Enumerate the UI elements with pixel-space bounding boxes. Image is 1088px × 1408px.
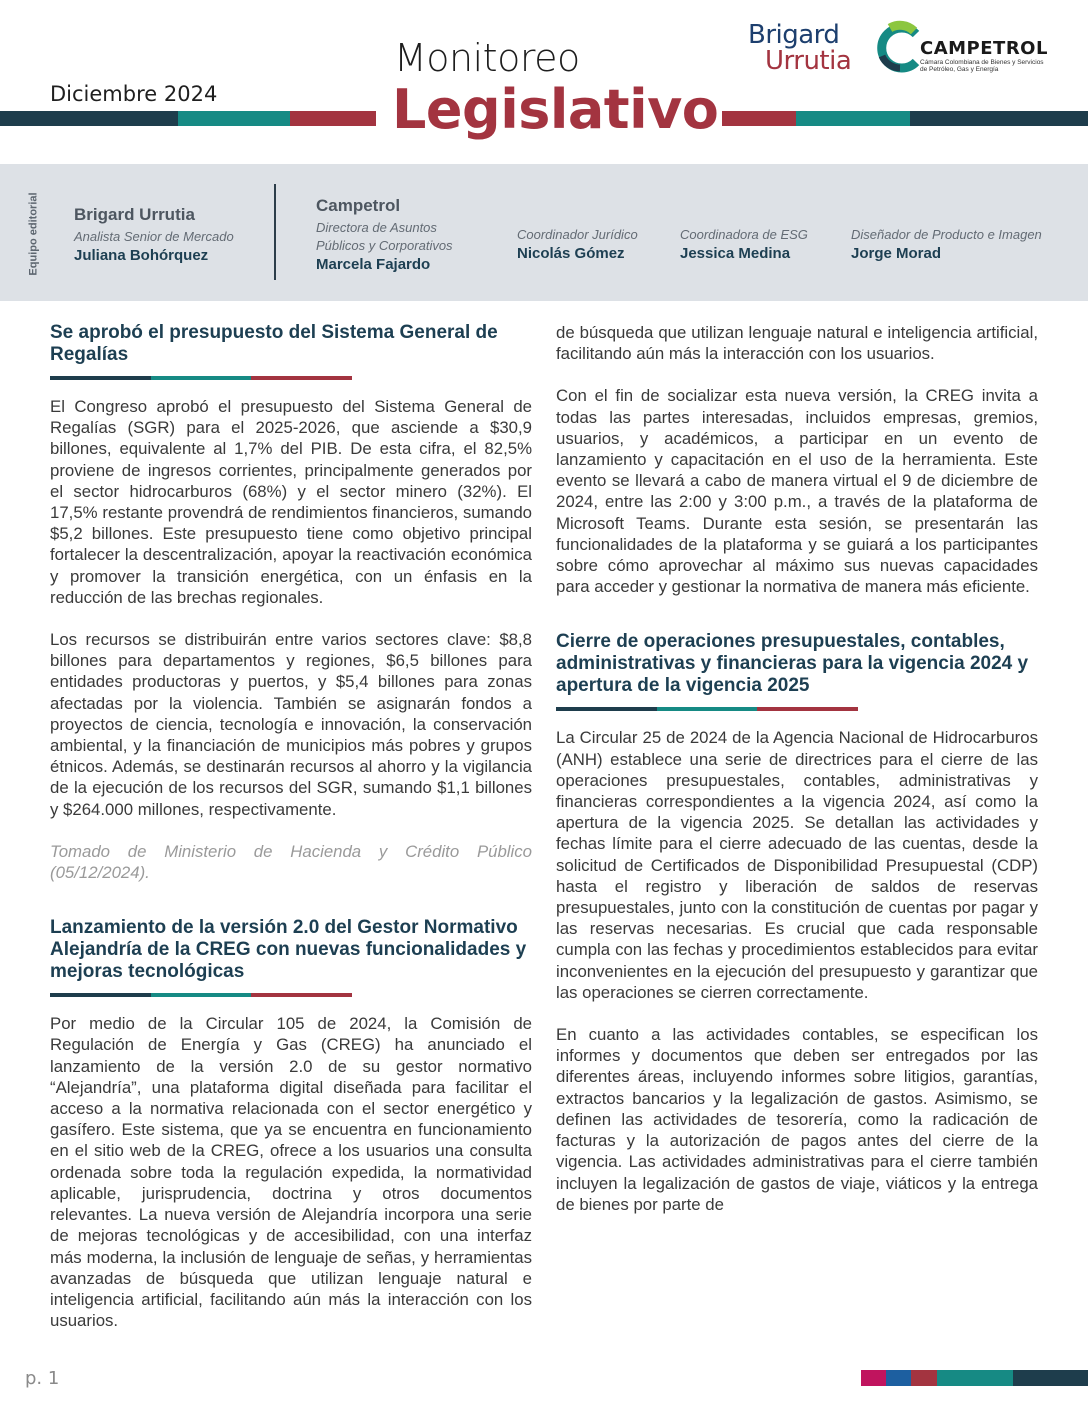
page-number: p. 1 <box>25 1368 60 1389</box>
article-title: Se aprobó el presupuesto del Sistema General de Regalías <box>50 322 498 365</box>
editorial-person: Jorge Morad <box>851 245 942 262</box>
article-paragraph: Por medio de la Circular 105 de 2024, la Comisión de Regulación de Energía y Gas (CREG) ha anunciado el lanzamiento de la versión 2.0 de su gestor normativo “Alejandría”, una plataforma digital diseñada para facilitar el acceso a la normativa relacionada con el sector energético y gasífero. Este sistema, que ya se encuentra en funcionamiento en el sitio web de la CREG, ofrece a los usuarios una consulta ordenada sobre toda la regulación expedida, la normatividad aplicable, jurisprudencia, doctrina y otros documentos relevantes. La nueva versión de Alejandría incorpora una serie de mejoras tecnológicas y de accesibilidad, con una interfaz más moderna, la inclusión de lenguaje de señas, y herramientas avanzadas de búsqueda que utilizan lenguaje natural e inteligencia artificial, facilitando aún más la interacción con los usuarios. <box>50 1014 532 1331</box>
editorial-role: Diseñador de Producto e Imagen <box>851 227 1042 242</box>
header-bar-maroon-left <box>290 111 376 126</box>
editorial-role: Directora de Asuntos Públicos y Corporativos <box>316 220 453 253</box>
column-right <box>556 322 1038 1215</box>
editorial-org: Campetrol <box>316 196 401 215</box>
article-paragraph: Con el fin de socializar esta nueva versión, la CREG invita a todas las partes interesadas, incluidos empresas, gremios, usuarios, y académicos, a participar en un evento de lanzamiento y capacitación en el uso de la herramienta. Este evento se llevará a cabo de manera virtual el 9 de diciembre de 2024, entre las 2:00 y 3:00 p.m., a través de la plataforma de Microsoft Teams. Durante esta sesión, se presentarán las funcionalidades de la plataforma y se guiará a los participantes sobre cómo aprovechar al máximo sus nuevas capacidades para acceder y gestionar la normativa de manera más eficiente. <box>556 386 1038 597</box>
brigard-urrutia-logo <box>748 22 851 74</box>
editorial-person: Marcela Fajardo <box>316 256 431 273</box>
section-rule <box>50 993 352 997</box>
section-rule <box>50 376 352 380</box>
article-paragraph-continued: de búsqueda que utilizan lenguaje natural e inteligencia artificial, facilitando aún más la interacción con los usuarios. <box>556 323 1038 364</box>
editorial-role: Coordinadora de ESG <box>680 227 808 242</box>
editorial-campetrol <box>316 196 486 275</box>
header-bar-navy-left <box>0 111 178 126</box>
editorial-member <box>680 226 808 264</box>
article-source: Tomado de Ministerio de Hacienda y Crédito Público (05/12/2024). <box>50 841 532 883</box>
article-title: Lanzamiento de la versión 2.0 del Gestor Normativo Alejandría de la CREG con nuevas funcionalidades y mejoras tecnológicas <box>50 917 527 983</box>
article-paragraph: Los recursos se distribuirán entre varios sectores clave: $8,8 billones para departamentos y regiones, $6,5 billones para entidades productoras y puertos, y $5,4 billones para zonas afectadas por la violencia. También se asignarán fondos a proyectos de ciencia, tecnología e innovación, la conservación ambiental, y la financiación de municipios más pobres y grupos étnicos. Además, se destinarán recursos al ahorro y la vigilancia de la ejecución de los recursos del SGR, sumando $1,1 billones y $264.000 millones, respectivamente. <box>50 630 532 819</box>
brigard-logo-line2: Urrutia <box>765 46 852 76</box>
footer-bar-blue <box>886 1370 911 1386</box>
article-paragraph: La Circular 25 de 2024 de la Agencia Nacional de Hidrocarburos (ANH) establece una serie de directrices para el cierre de las operaciones presupuestales, contables, administrativas y financieras correspondientes a la vigencia 2024, así como la apertura de la vigencia 2025. Se detallan las actividades y fechas límite para el cierre adecuado de las cuentas, desde la solicitud de Certificados de Disponibilidad Presupuestal (CDP) hasta el registro y liberación de saldos de reservas presupuestales, junto con la constitución de cuentas por pagar y las reservas necesarias. Es crucial que cada responsable cumpla con las fechas y procedimientos establecidos para evitar inconvenientes en la ejecución del presupuesto y garantizar que las operaciones se cierren correctamente. <box>556 728 1038 1002</box>
campetrol-logo-subtitle: Cámara Colombiana de Bienes y Servicios de Petróleo, Gas y Energía <box>920 59 1044 73</box>
title-legislativo: Legislativo <box>392 78 719 141</box>
editorial-side-label: Equipo editorial <box>28 192 40 276</box>
title-monitoreo: Monitoreo <box>394 36 580 80</box>
editorial-divider <box>274 184 276 280</box>
editorial-person: Jessica Medina <box>680 245 791 262</box>
header-bar-navy-right <box>910 111 1088 126</box>
footer-bar-navy <box>1013 1370 1088 1386</box>
editorial-person: Nicolás Gómez <box>517 245 625 262</box>
article-paragraph: El Congreso aprobó el presupuesto del Sistema General de Regalías (SGR) para el 2025-2026, que asciende a $30,9 billones, equivalente al 1,7% del PIB. De esta cifra, el 82,5% proviene de ingresos corrientes, principalmente generados por el sector hidrocarburos (68%) y el sector minero (32%). El 17,5% restante provendrá de rendimientos financieros, sumando $5,2 billones. Este presupuesto tiene como objetivo principal fortalecer la descentralización, apoyar la reactivación económica y promover la transición energética, con un énfasis en la reducción de las brechas regionales. <box>50 397 532 607</box>
editorial-org: Brigard Urrutia <box>74 205 195 224</box>
campetrol-logo-mark <box>876 22 922 74</box>
editorial-member <box>851 226 1042 264</box>
footer-bar-maroon <box>911 1370 937 1386</box>
editorial-person: Juliana Bohórquez <box>74 247 209 264</box>
issue-date: Diciembre 2024 <box>50 82 218 106</box>
section-rule <box>556 707 858 711</box>
header-bar-teal-right <box>796 111 910 126</box>
column-left <box>50 322 532 1331</box>
footer-bar-teal <box>937 1370 1013 1386</box>
article-paragraph: En cuanto a las actividades contables, se especifican los informes y documentos que deben ser entregados por las diferentes áreas, incluyendo informes sobre litigios, garantías, extractos bancarios y la legalización de gastos. Asimismo, se definen las actividades de tesorería, como la radicación de facturas y la autorización de pagos antes del cierre de la vigencia. Las actividades administrativas para el cierre también incluyen la legalización de gastos de viaje, viáticos y la entrega de bienes por parte de <box>556 1025 1038 1214</box>
editorial-role: Analista Senior de Mercado <box>74 229 234 244</box>
header-bar-maroon-right <box>722 111 796 126</box>
campetrol-logo-name: CAMPETROL <box>920 38 1048 59</box>
editorial-brigard <box>74 205 234 266</box>
editorial-member <box>517 226 638 264</box>
header-bar-teal-left <box>178 111 290 126</box>
brigard-logo-line1: Brigard <box>748 20 840 50</box>
article-title: Cierre de operaciones presupuestales, contables, administrativas y financieras para la vigencia 2024 y apertura de la vigencia 2025 <box>556 631 1029 697</box>
footer-bar-magenta <box>861 1370 886 1386</box>
editorial-role: Coordinador Jurídico <box>517 227 638 242</box>
